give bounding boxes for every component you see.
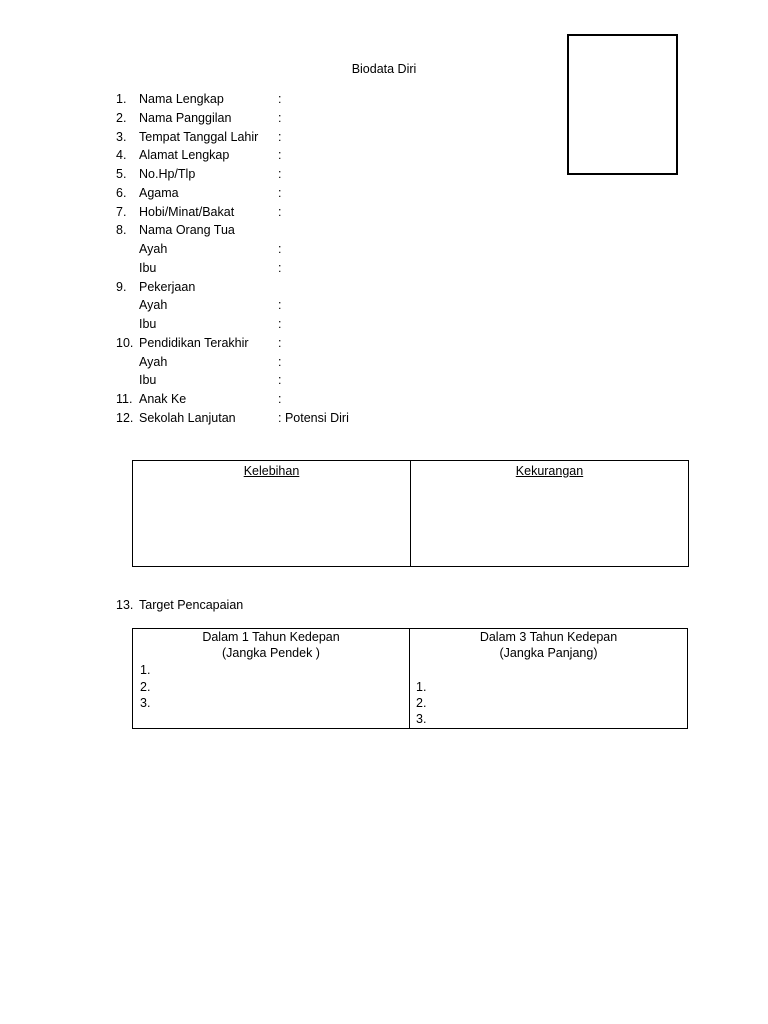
field-label: Ayah xyxy=(139,355,168,369)
field-number: 4. xyxy=(116,148,127,162)
field-label: Nama Orang Tua xyxy=(139,223,235,237)
photo-box xyxy=(567,34,678,175)
field-colon: : xyxy=(278,186,282,200)
field-label: Pekerjaan xyxy=(139,280,196,294)
field-label: Agama xyxy=(139,186,179,200)
page-title: Biodata Diri xyxy=(351,62,417,76)
field-number: 1. xyxy=(116,92,127,106)
field-colon: : xyxy=(278,92,282,106)
field-colon: : xyxy=(278,130,282,144)
field-number: 10. xyxy=(116,336,134,350)
field-colon: : xyxy=(278,205,282,219)
field-label: No.Hp/Tlp xyxy=(139,167,196,181)
target-pencapaian-table xyxy=(132,628,688,729)
field-colon: : xyxy=(278,148,282,162)
field-number: 9. xyxy=(116,280,127,294)
field-number: 8. xyxy=(116,223,127,237)
field-colon: : xyxy=(278,355,282,369)
long-term-header: Dalam 3 Tahun Kedepan xyxy=(479,630,618,644)
field-label: Ayah xyxy=(139,242,168,256)
short-term-item: 1. xyxy=(140,663,151,677)
long-term-subheader: (Jangka Panjang) xyxy=(499,646,598,660)
long-term-item: 2. xyxy=(416,696,427,710)
field-colon: : xyxy=(278,336,282,350)
field-colon: : xyxy=(278,373,282,387)
field-label: Ibu xyxy=(139,261,157,275)
field-label: Alamat Lengkap xyxy=(139,148,230,162)
field-label: Pendidikan Terakhir xyxy=(139,336,249,350)
field-number: 5. xyxy=(116,167,127,181)
field-colon: : xyxy=(278,317,282,331)
field-colon: : xyxy=(278,242,282,256)
field-label: Sekolah Lanjutan xyxy=(139,411,236,425)
field-colon: : xyxy=(278,111,282,125)
field-number: 7. xyxy=(116,205,127,219)
field-colon: : xyxy=(278,261,282,275)
kekurangan-header: Kekurangan xyxy=(515,464,584,478)
field-colon: : xyxy=(278,392,282,406)
target-label: Target Pencapaian xyxy=(139,598,244,612)
field-colon: : xyxy=(278,167,282,181)
long-term-item: 1. xyxy=(416,680,427,694)
field-number: 6. xyxy=(116,186,127,200)
field-label: Nama Panggilan xyxy=(139,111,232,125)
short-term-header: Dalam 1 Tahun Kedepan xyxy=(202,630,340,644)
field-label: Ibu xyxy=(139,373,157,387)
field-colon: : Potensi Diri xyxy=(278,411,349,425)
field-colon: : xyxy=(278,298,282,312)
short-term-item: 3. xyxy=(140,696,151,710)
field-number: 3. xyxy=(116,130,127,144)
long-term-item: 3. xyxy=(416,712,427,726)
potensi-diri-table xyxy=(132,460,689,567)
short-term-item: 2. xyxy=(140,680,151,694)
kelebihan-header: Kelebihan xyxy=(243,464,300,478)
field-label: Anak Ke xyxy=(139,392,187,406)
short-term-subheader: (Jangka Pendek ) xyxy=(222,646,320,660)
field-number: 11. xyxy=(116,392,133,406)
field-number: 2. xyxy=(116,111,127,125)
field-label: Hobi/Minat/Bakat xyxy=(139,205,235,219)
field-label: Tempat Tanggal Lahir xyxy=(139,130,259,144)
field-number: 12. xyxy=(116,411,134,425)
field-label: Ayah xyxy=(139,298,168,312)
field-label: Nama Lengkap xyxy=(139,92,224,106)
field-label: Ibu xyxy=(139,317,157,331)
target-number: 13. xyxy=(116,598,134,612)
